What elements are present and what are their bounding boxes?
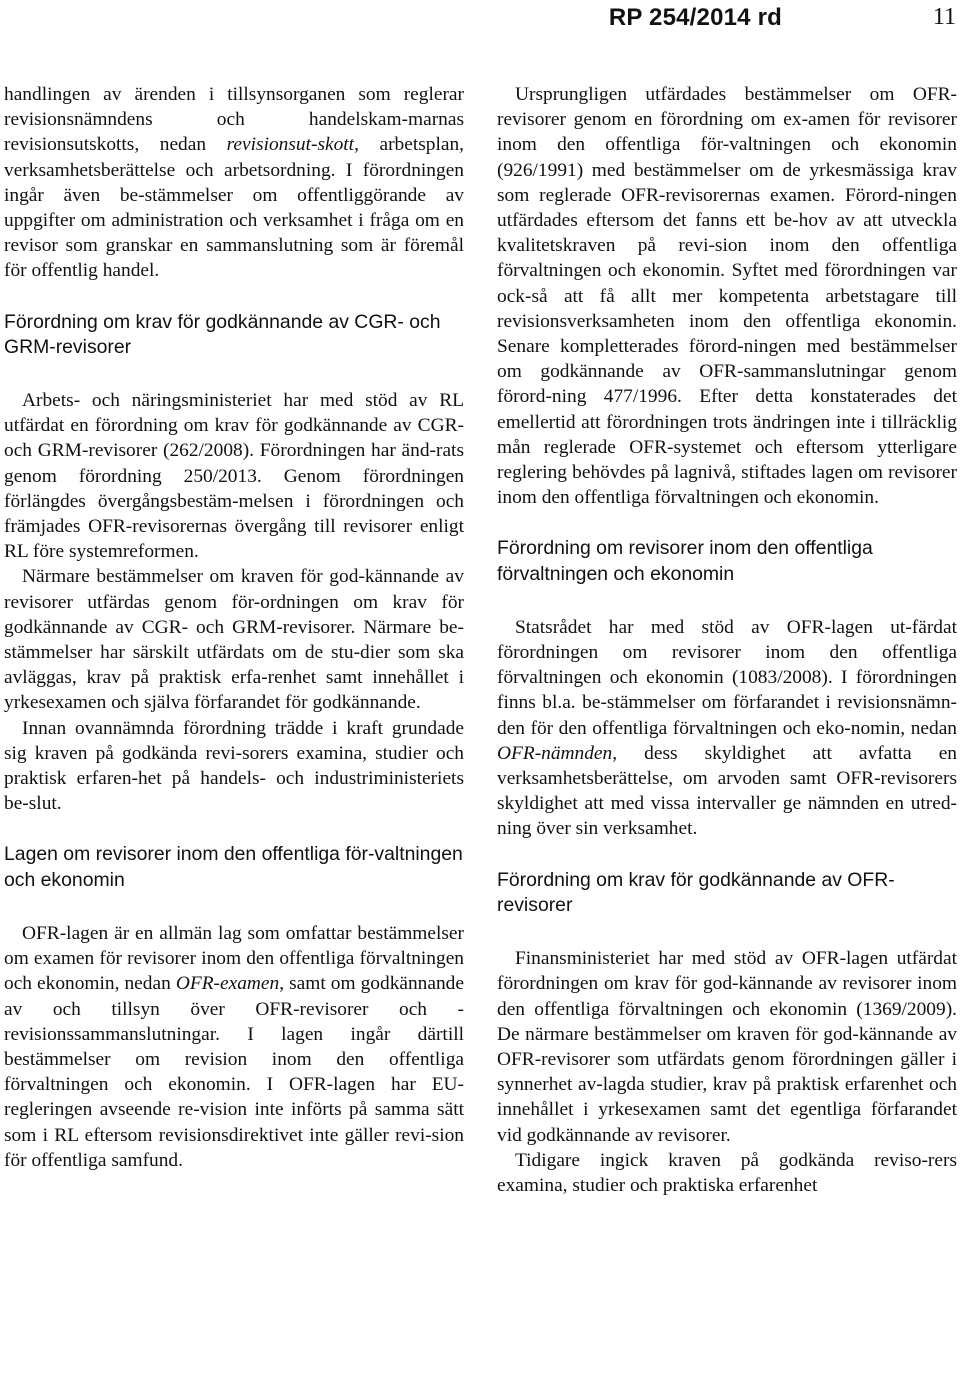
section-heading: Lagen om revisorer inom den offentliga för-valtningen och ekonomin [4,843,463,891]
paragraph: Arbets- och näringsministeriet har med stöd av RL utfärdat en förordning om krav för godkännande av CGR- och GRM-revisorer (262/2008). Förordningen har änd-rats genom förordning 250/2013. Genom förordningen förlängdes övergångsbestäm-melsen i förordningen och främjades OFR-revisorernas övergång till revisorer enligt RL före systemreformen. [4,390,464,563]
paragraph-continuation: handlingen av ärenden i tillsynsorganen som reglerar revisionsnämndens och handelskam-marnas revisionsutskotts, nedan revisionsut-skott, arbetsplan, verksamhetsberättelse och arbetsordning. I förordningen ingår även be-stämmelser om offentliggörande av uppgifter om administration och verksamhet i fråga om en revisor som granskar en sammanslutning som är föremål för offentlig handel. [4,84,465,282]
section-heading: Förordning om revisorer inom den offentliga förvaltningen och ekonomin [497,537,873,585]
paragraph: Tidigare ingick kraven på godkända reviso-rers examina, studier och praktiska erfarenhet [497,1149,957,1196]
paragraph: Ursprungligen utfärdades bestämmelser om OFR-revisorer genom en förordning om ex-amen för revisorer inom den offentliga för-valtningen och ekonomin (926/1991) med bestämmelser om de yrkesmässiga krav som reglerade OFR-revisorernas examen. Förord-ningen utfärdades eftersom det fanns ett be-hov av att utveckla kvalitetskraven på revi-sion inom den offentliga förvaltningen och ekonomin. Syftet med förordningen var ock-så att få allt mer kompetenta arbetstagare till revisionsverksamheten inom den offentliga ekonomin. Senare kompletterades förord-ningen med bestämmelser om godkännande av OFR-sammanslutningar genom förord-ning 477/1996. Efter detta konstaterades det emellertid att förordningen trots ändringen inte i tillräcklig mån reglerade OFR-systemet och eftersom ytterligare reglering behövdes på lagnivå, stiftades lagen om revisorer inom den offentliga förvaltningen och ekonomin. [497,84,957,509]
paragraph: OFR-lagen är en allmän lag som omfattar bestämmelser om examen för revisorer inom den offentliga förvaltningen och ekonomin, nedan OFR-examen, samt om godkännande av och tillsyn över OFR-revisorer och -revisionssammanslutningar. I lagen ingår därtill bestämmelser om revision inom den offentliga förvaltningen och ekonomin. I OFR-lagen har EU-regleringen avseende re-vision inte införts på samma sätt som i RL eftersom revisionsdirektivet inte gäller revi-sion för offentliga samfund. [4,922,464,1171]
paragraph: Innan ovannämnda förordning trädde i kraft grundade sig kraven på godkända revi-sorers examina, studier och praktisk erfaren-het på handels- och industriministeriets be-slut. [4,717,464,815]
emphasis-term: revisionsut-skott [226,134,355,156]
section-heading: Förordning om krav för godkännande av CGR- och GRM-revisorer [4,310,441,358]
page-header [0,0,960,40]
paragraph: Närmare bestämmelser om kraven för god-kännande av revisorer utfärdas genom för-ordningen om krav för godkännande av CGR- och GRM-revisorer. Närmare be-stämmelser har särskilt utfärdats om de stu-dier som ska avläggas, krav på praktisk erfa-renhet samt innehållet i yrkesexamen och själva förfarandet för godkännande. [4,566,464,714]
right-column [497,82,957,1198]
page-number: 11 [932,4,956,30]
left-column [4,82,464,1173]
emphasis-term: OFR-nämnden [497,742,613,764]
emphasis-term: OFR-examen [175,973,280,995]
section-heading: Förordning om krav för godkännande av OFR-revisorer [497,868,895,916]
paragraph: Finansministeriet har med stöd av OFR-lagen utfärdat förordningen om krav för god-kännande av revisorer inom den offentliga förvaltningen och ekonomin (1369/2009). De närmare bestämmelser om kraven för god-kännande av OFR-revisorer som utfärdats genom förordningen gäller i synnerhet av-lagda studier, krav på praktisk erfarenhet och innehållet i yrkesexamen samt det egentliga förfarandet vid godkännande av revisorer. [497,948,957,1146]
paragraph: Statsrådet har med stöd av OFR-lagen ut-färdat förordningen om revisorer inom den offentliga förvaltningen och ekonomin (1083/2008). I förordningen finns bl.a. be-stämmelser om förfarandet i revisionsnämn-den för den offentliga förvaltningen och eko-nomin, nedan OFR-nämnden, dess skyldighet att avfatta en verksamhetsberättelse, om arvoden samt OFR-revisorers skyldighet att med vissa intervaller ge nämnden en utred-ning över sin verksamhet. [497,616,957,840]
document-reference: RP 254/2014 rd [608,4,782,31]
